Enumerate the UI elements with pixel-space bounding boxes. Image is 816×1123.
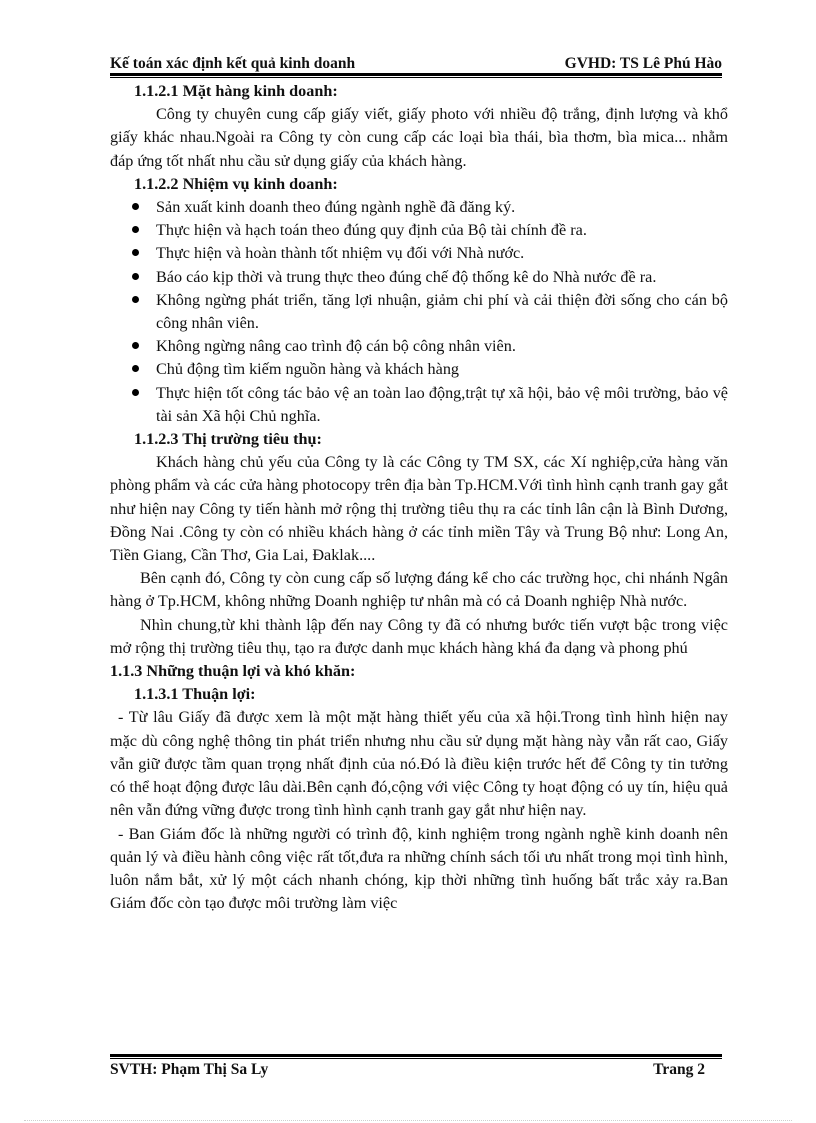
paragraph-advantage-paper: - Từ lâu Giấy đã được xem là một mặt hàng thiết yếu của xã hội.Trong tình hình hiện nay mặc dù công nghệ thông tin phát triển nhưng nhu cầu sử dụng mặt hàng này vẫn rất cao, Giấy vẫn giữ được tầm quan trọng nhất định của nó.Đó là điều kiện trước hết để Công ty tin tưởng có thể hoạt động được lâu dài.Bên cạnh đó,cộng với việc Công ty hoạt động có uy tín, hiệu quả nên vẫn đứng vững được trong tình hình cạnh tranh gay gắt như hiện nay.: [110, 708, 728, 820]
bullet-icon: [132, 389, 139, 396]
list-item-text: Không ngừng phát triển, tăng lợi nhuận, giảm chi phí và cải thiện đời sống cho cán bộ công nhân viên.: [156, 290, 728, 333]
list-item: [110, 219, 728, 242]
heading-1-1-3: 1.1.3 Những thuận lợi và khó khăn:: [110, 662, 356, 681]
bullet-icon: [132, 226, 139, 233]
task-list: [110, 196, 728, 428]
bullet-icon: [132, 203, 139, 210]
header-rule-thin: [110, 77, 722, 78]
header-title: Kế toán xác định kết quả kinh doanh: [110, 55, 356, 72]
paragraph-advantage-management: - Ban Giám đốc là những người có trình độ, kinh nghiệm trong ngành nghề kinh doanh nên quản lý và điều hành công việc rất tốt,đưa ra những chính sách tối ưu nhất trong mọi tình hình, luôn nắm bắt, xử lý một cách nhanh chóng, kịp thời những tình huống bất trắc xảy ra.Ban Giám đốc còn tạo được môi trường làm việc: [110, 824, 728, 913]
footer-author: SVTH: Phạm Thị Sa Ly: [110, 1061, 269, 1078]
footer-rule-thick: [110, 1054, 722, 1057]
header-rule-thick: [110, 73, 722, 76]
list-item: [110, 242, 728, 265]
list-item-text: Báo cáo kịp thời và trung thực theo đúng chế độ thống kê do Nhà nước đề ra.: [156, 267, 657, 286]
list-item: [110, 196, 728, 219]
heading-1-1-2-2: 1.1.2.2 Nhiệm vụ kinh doanh:: [134, 174, 338, 193]
list-item-text: Sản xuất kinh doanh theo đúng ngành nghề đã đăng ký.: [156, 198, 516, 217]
bullet-icon: [132, 249, 139, 256]
paragraph-market-supply: Bên cạnh đó, Công ty còn cung cấp số lượng đáng kể cho các trường học, chi nhánh Ngân hàng ở Tp.HCM, không những Doanh nghiệp tư nhân mà có cả Doanh nghiệp Nhà nước.: [110, 569, 728, 611]
list-item: [110, 358, 728, 381]
list-item: [110, 266, 728, 289]
list-item: [110, 335, 728, 358]
list-item-text: Thực hiện tốt công tác bảo vệ an toàn lao động,trật tự xã hội, bảo vệ môi trường, bảo vệ tài sản Xã hội Chủ nghĩa.: [156, 383, 728, 425]
bullet-icon: [132, 273, 139, 280]
bullet-icon: [132, 342, 139, 349]
running-footer: [110, 1058, 705, 1082]
page-edge-divider: [24, 1120, 792, 1121]
list-item: [110, 289, 728, 335]
page-number: Trang 2: [653, 1061, 705, 1078]
paragraph-products: Công ty chuyên cung cấp giấy viết, giấy photo với nhiều độ trắng, định lượng và khổ giấy khác nhau.Ngoài ra Công ty còn cung cấp các loại bìa thái, bìa thơm, bìa mica... nhằm đáp ứng tốt nhất nhu cầu sử dụng giấy của khách hàng.: [110, 105, 728, 170]
list-item-text: Thực hiện và hoàn thành tốt nhiệm vụ đối với Nhà nước.: [156, 244, 525, 263]
list-item: [110, 382, 728, 428]
heading-1-1-2-3: 1.1.2.3 Thị trường tiêu thụ:: [134, 430, 322, 449]
heading-1-1-2-1: 1.1.2.1 Mặt hàng kinh doanh:: [134, 82, 338, 100]
list-item-text: Không ngừng nâng cao trình độ cán bộ công nhân viên.: [156, 337, 516, 356]
paragraph-market-customers: Khách hàng chủ yếu của Công ty là các Công ty TM SX, các Xí nghiệp,cửa hàng văn phòng phẩm và các cửa hàng photocopy trên địa bàn Tp.HCM.Với tình hình cạnh tranh gay gắt như hiện nay Công ty tiến hành mở rộng thị trường tiêu thụ ra các tỉnh lân cận là Bình Dương, Đồng Nai .Công ty còn có nhiều khách hàng ở các tỉnh miền Tây và Trung Bộ như: Long An, Tiền Giang, Cần Thơ, Gia Lai, Đaklak....: [110, 453, 728, 565]
bullet-icon: [132, 296, 139, 303]
list-item-text: Thực hiện và hạch toán theo đúng quy định của Bộ tài chính đề ra.: [156, 221, 587, 240]
paragraph-market-summary: Nhìn chung,từ khi thành lập đến nay Công ty đã có nhưng bước tiến vượt bậc trong việc mở rộng thị trường tiêu thụ, tạo ra được danh mục khách hàng khá đa dạng và phong phú: [110, 615, 728, 657]
header-advisor: GVHD: TS Lê Phú Hào: [564, 55, 722, 72]
bullet-icon: [132, 365, 139, 372]
list-item-text: Chủ động tìm kiếm nguồn hàng và khách hàng: [156, 360, 460, 379]
heading-1-1-3-1: 1.1.3.1 Thuận lợi:: [134, 685, 256, 704]
page-body: [110, 80, 728, 915]
running-header: [110, 51, 722, 73]
